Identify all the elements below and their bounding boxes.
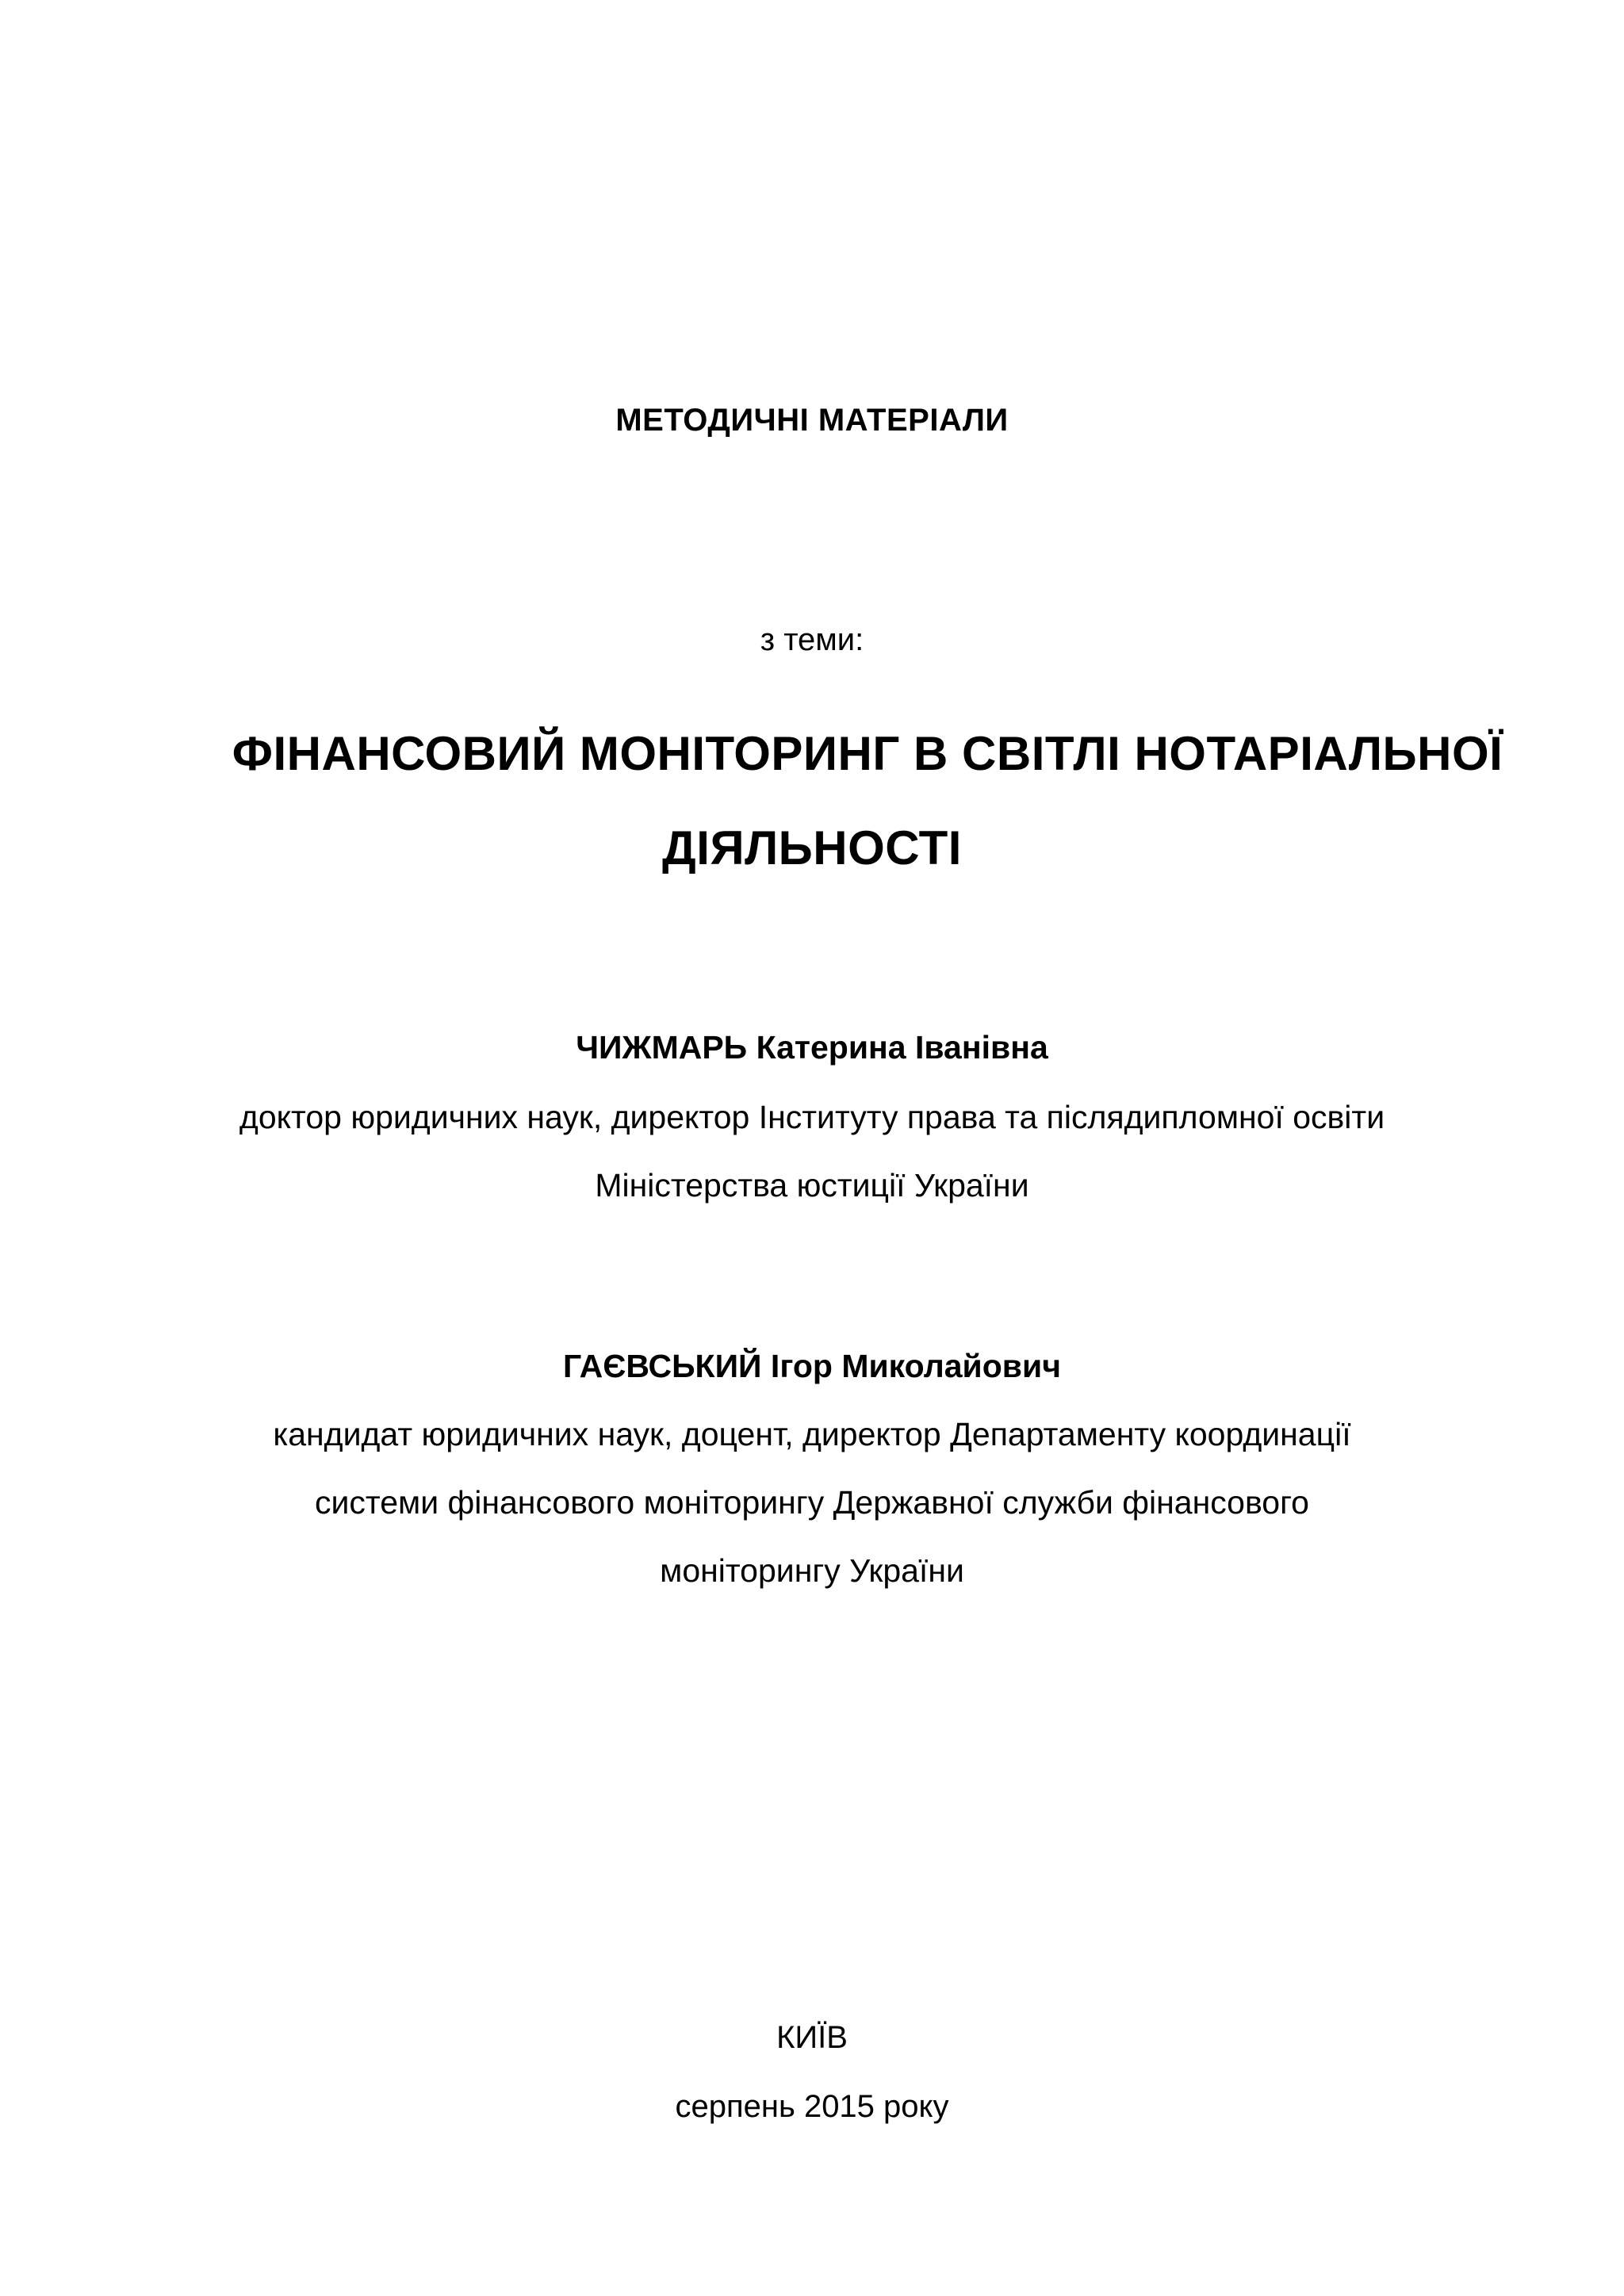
author-2-position-line-3: моніторингу України xyxy=(660,1552,964,1589)
author-1-name xyxy=(0,1029,1624,1066)
main-title-line-2: ДІЯЛЬНОСТІ xyxy=(662,821,962,874)
author-1-surname: ЧИЖМАРЬ xyxy=(576,1029,748,1066)
author-1-position-line-1: доктор юридичних наук, директор Інституту права та післядипломної освіти xyxy=(239,1099,1385,1135)
author-2-name xyxy=(0,1348,1624,1385)
main-title-line-1: ФІНАНСОВИЙ МОНІТОРИНГ В СВІТЛІ НОТАРІАЛЬНОЇ xyxy=(232,727,1503,780)
author-1-position-line-2: Міністерства юстиції України xyxy=(595,1167,1029,1203)
topic-intro: з теми: xyxy=(760,622,864,657)
author-2-surname: ГАЄВСЬКИЙ xyxy=(562,1348,762,1384)
author-2-given-names: Ігор Миколайович xyxy=(770,1348,1061,1384)
city: КИЇВ xyxy=(776,2020,848,2055)
document-type-heading: МЕТОДИЧНІ МАТЕРІАЛИ xyxy=(615,403,1009,438)
author-2-position-line-1: кандидат юридичних наук, доцент, директор Департаменту координації xyxy=(273,1416,1351,1452)
author-1-given-names: Катерина Іванівна xyxy=(756,1029,1048,1066)
author-2-position-line-2: системи фінансового моніторингу Державної служби фінансового xyxy=(315,1484,1309,1521)
publication-date: серпень 2015 року xyxy=(675,2089,949,2124)
